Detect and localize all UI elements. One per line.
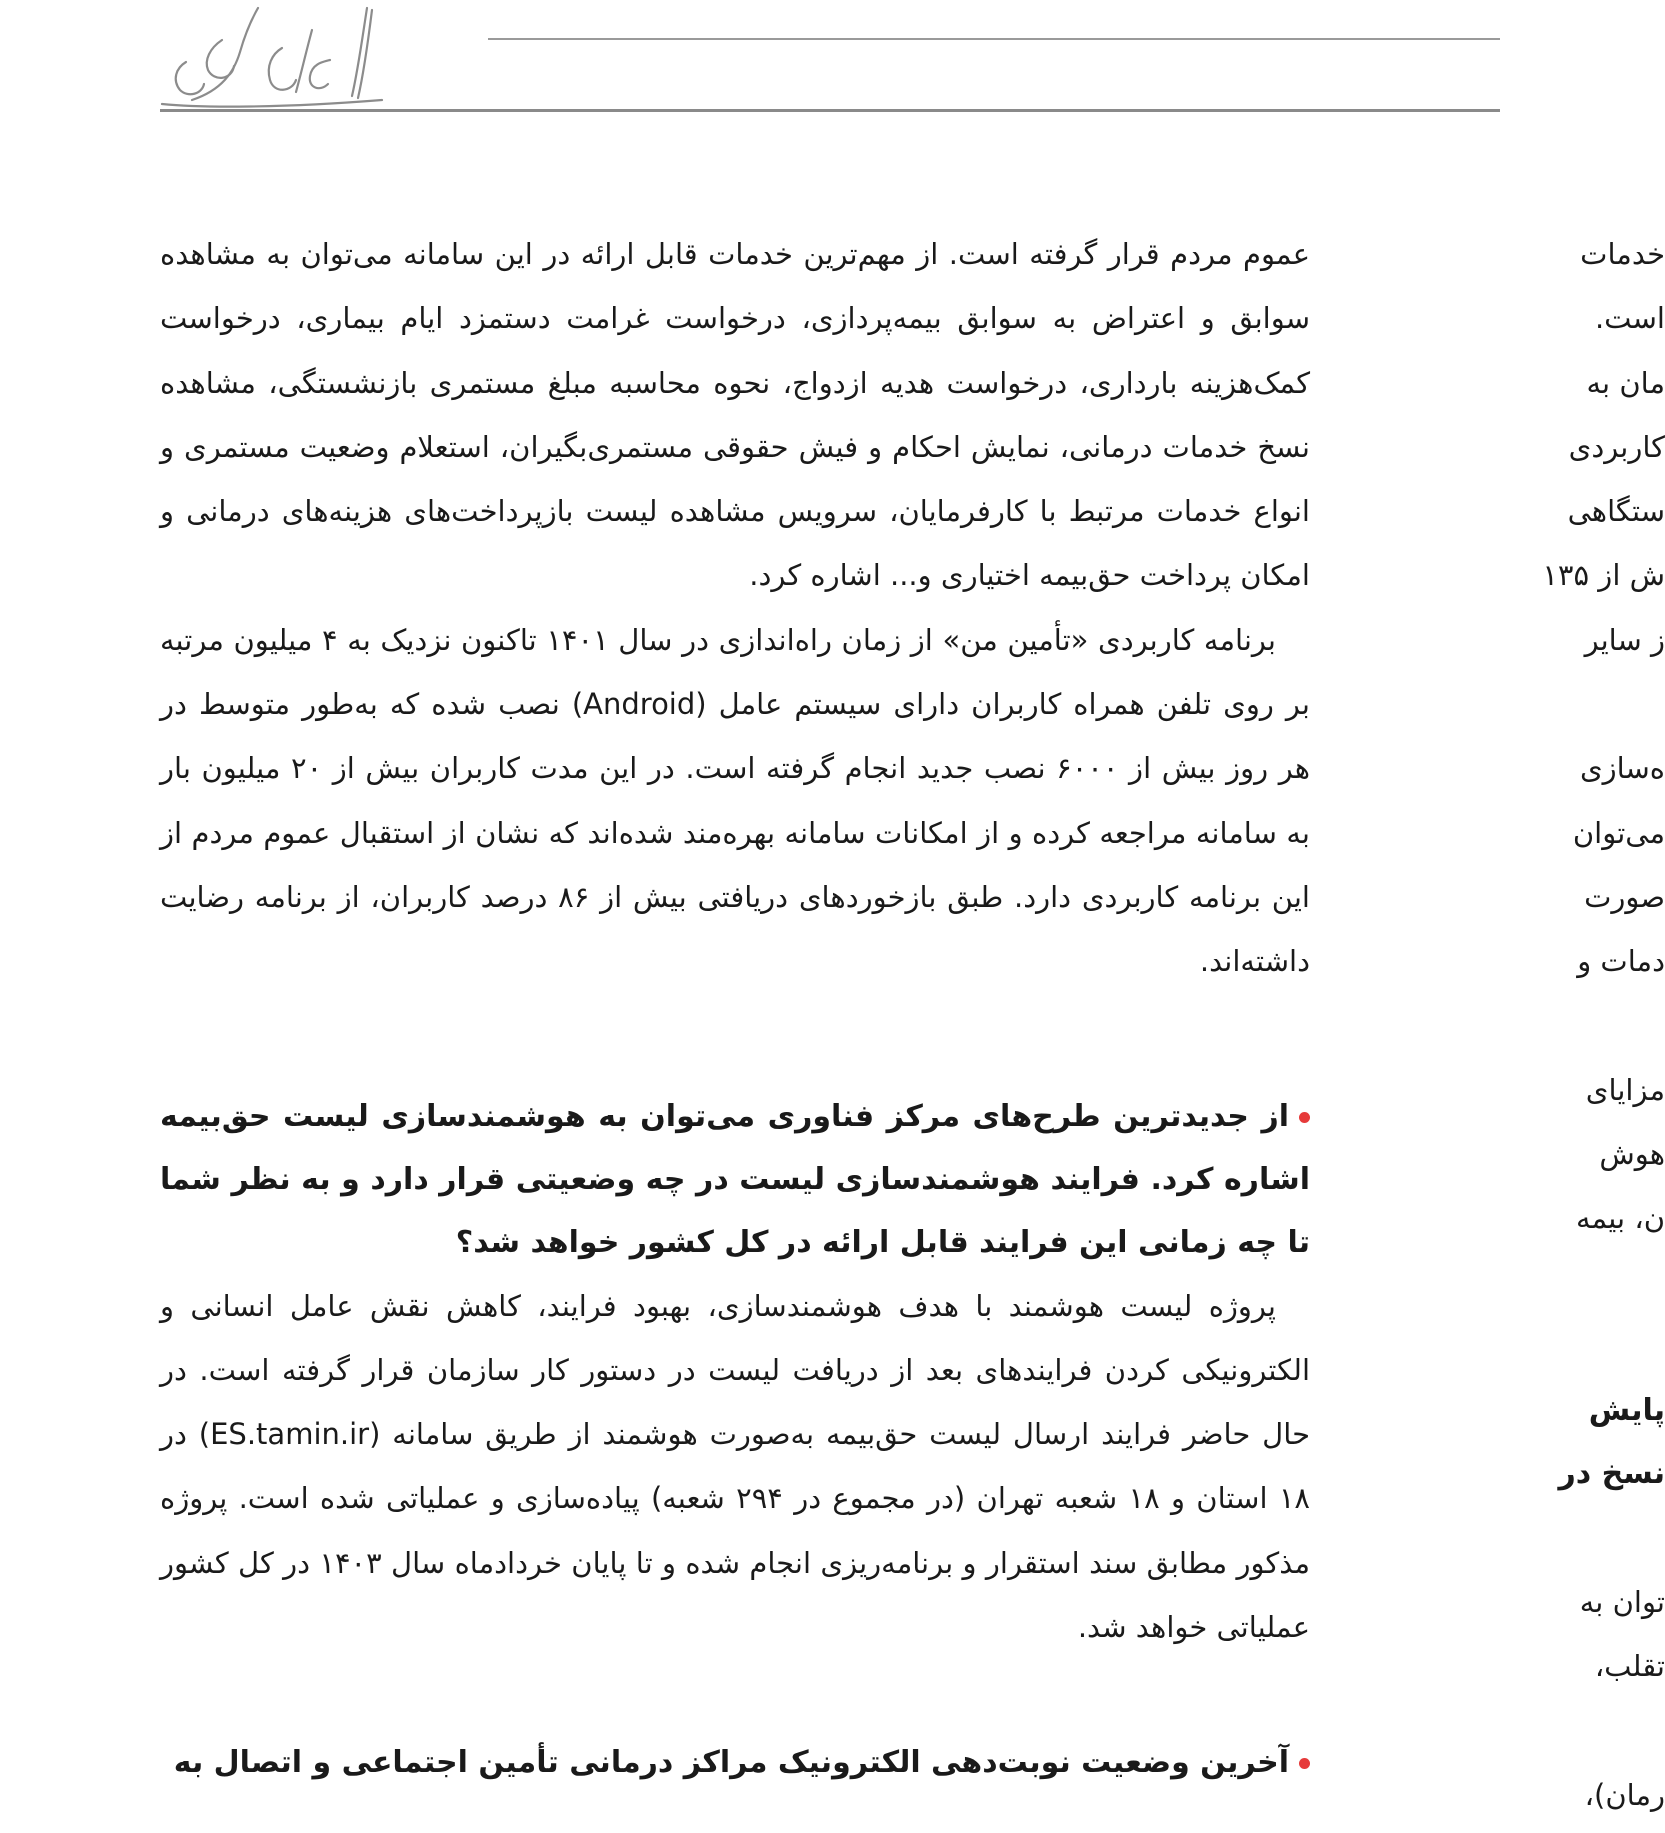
column-line: پایش bbox=[1588, 1393, 1665, 1429]
column-line: مان به bbox=[1586, 365, 1665, 400]
magazine-logo bbox=[162, 0, 382, 115]
spacer bbox=[160, 1659, 1310, 1731]
interview-question bbox=[160, 1085, 1310, 1274]
logo-calligraphy-icon bbox=[162, 0, 382, 115]
spacer bbox=[1425, 1251, 1665, 1315]
column-line: توان به bbox=[1579, 1584, 1665, 1619]
column-line: می‌توان bbox=[1572, 815, 1665, 850]
bullet-icon bbox=[1299, 1758, 1310, 1769]
column-line: ستگاهی bbox=[1567, 494, 1665, 529]
column-line: تقلب، bbox=[1594, 1648, 1665, 1683]
article-paragraph: عموم مردم قرار گرفته است. از مهم‌ترین خدمات قابل ارائه در این سامانه می‌توان به مشاهده سوابق و اعتراض به سوابق بیمه‌پردازی، درخواست غرامت دستمزد ایام بیماری، درخواست کمک‌هزینه بارداری، درخواست هدیه ازدواج، نحوه محاسبه مبلغ مستمری بازنشستگی، مشاهده نسخ خدمات درمانی، نمایش احکام و فیش حقوقی مستمری‌بگیران، استعلام وضعیت مستمری و انواع خدمات مرتبط با کارفرمایان، سرویس مشاهده لیست بازپرداخت‌های هزینه‌های درمانی و امکان پرداخت حق‌بیمه اختیاری و... اشاره کرد. bbox=[160, 237, 1310, 593]
column-line: ن، بیمه bbox=[1575, 1201, 1665, 1236]
main-article-column bbox=[160, 222, 1310, 1794]
column-line: دمات و bbox=[1577, 944, 1665, 979]
spacer bbox=[160, 994, 1310, 1085]
column-line: کاربردی bbox=[1568, 429, 1665, 464]
interview-question bbox=[160, 1731, 1310, 1794]
spacer bbox=[1425, 1698, 1665, 1762]
spacer bbox=[1425, 994, 1665, 1058]
adjacent-column-clipped bbox=[1425, 222, 1665, 1827]
column-line: هوش bbox=[1599, 1137, 1665, 1172]
column-line: است. bbox=[1594, 301, 1665, 336]
column-line: ه‌سازی bbox=[1579, 751, 1665, 786]
bullet-icon bbox=[1299, 1112, 1310, 1123]
question-text: آخرین وضعیت نوبت‌دهی الکترونیک مراکز درمانی تأمین اجتماعی و اتصال به bbox=[173, 1745, 1289, 1781]
header-rule-top bbox=[488, 38, 1500, 40]
spacer bbox=[1425, 1315, 1665, 1379]
column-line: رمان)، bbox=[1584, 1777, 1665, 1812]
column-line: نسخ در bbox=[1558, 1456, 1665, 1492]
article-paragraph: برنامه کاربردی «تأمین من» از زمان راه‌اندازی در سال ۱۴۰۱ تاکنون نزدیک به ۴ میلیون مرتبه بر روی تلفن همراه کاربران دارای سیستم عامل (Android) نصب شده که به‌طور متوسط در هر روز بیش از ۶۰۰۰ نصب جدید انجام گرفته است. در این مدت کاربران بیش از ۲۰ میلیون بار به سامانه مراجعه کرده و از امکانات سامانه بهره‌مند شده‌اند که نشان از استقبال عموم مردم از این برنامه کاربردی دارد. طبق بازخوردهای دریافتی بیش از ۸۶ درصد کاربران، از برنامه رضایت داشته‌اند. bbox=[160, 622, 1311, 979]
question-text: از جدیدترین طرح‌های مرکز فناوری می‌توان به هوشمندسازی لیست حق‌بیمه اشاره کرد. فرایند هوشمندسازی لیست در چه وضعیتی قرار دارد و به نظر شما تا چه زمانی این فرایند قابل ارائه در کل کشور خواهد شد؟ bbox=[160, 1098, 1310, 1260]
article-paragraph: پروژه لیست هوشمند با هدف هوشمندسازی، بهبود فرایند، کاهش نقش عامل انسانی و الکترونیکی کردن فرایندهای بعد از دریافت لیست در دستور کار سازمان قرار گرفته است. در حال حاضر فرایند ارسال لیست حق‌بیمه به‌صورت هوشمند از طریق سامانه (ES.tamin.ir) در ۱۸ استان و ۱۸ شعبه تهران (در مجموع در ۲۹۴ شعبه) پیاده‌سازی و عملیاتی شده است. پروژه مذکور مطابق سند استقرار و برنامه‌ریزی انجام شده و تا پایان خردادماه سال ۱۴۰۳ در کل کشور عملیاتی خواهد شد. bbox=[160, 1288, 1310, 1645]
spacer bbox=[1425, 672, 1665, 736]
column-line: مزایای bbox=[1585, 1072, 1665, 1107]
column-line: صورت bbox=[1584, 879, 1665, 914]
column-line: ز سایر bbox=[1584, 622, 1665, 657]
column-line: خدمات bbox=[1580, 237, 1665, 271]
spacer bbox=[1425, 1505, 1665, 1569]
column-line: ش از ۱۳۵ bbox=[1542, 558, 1665, 593]
